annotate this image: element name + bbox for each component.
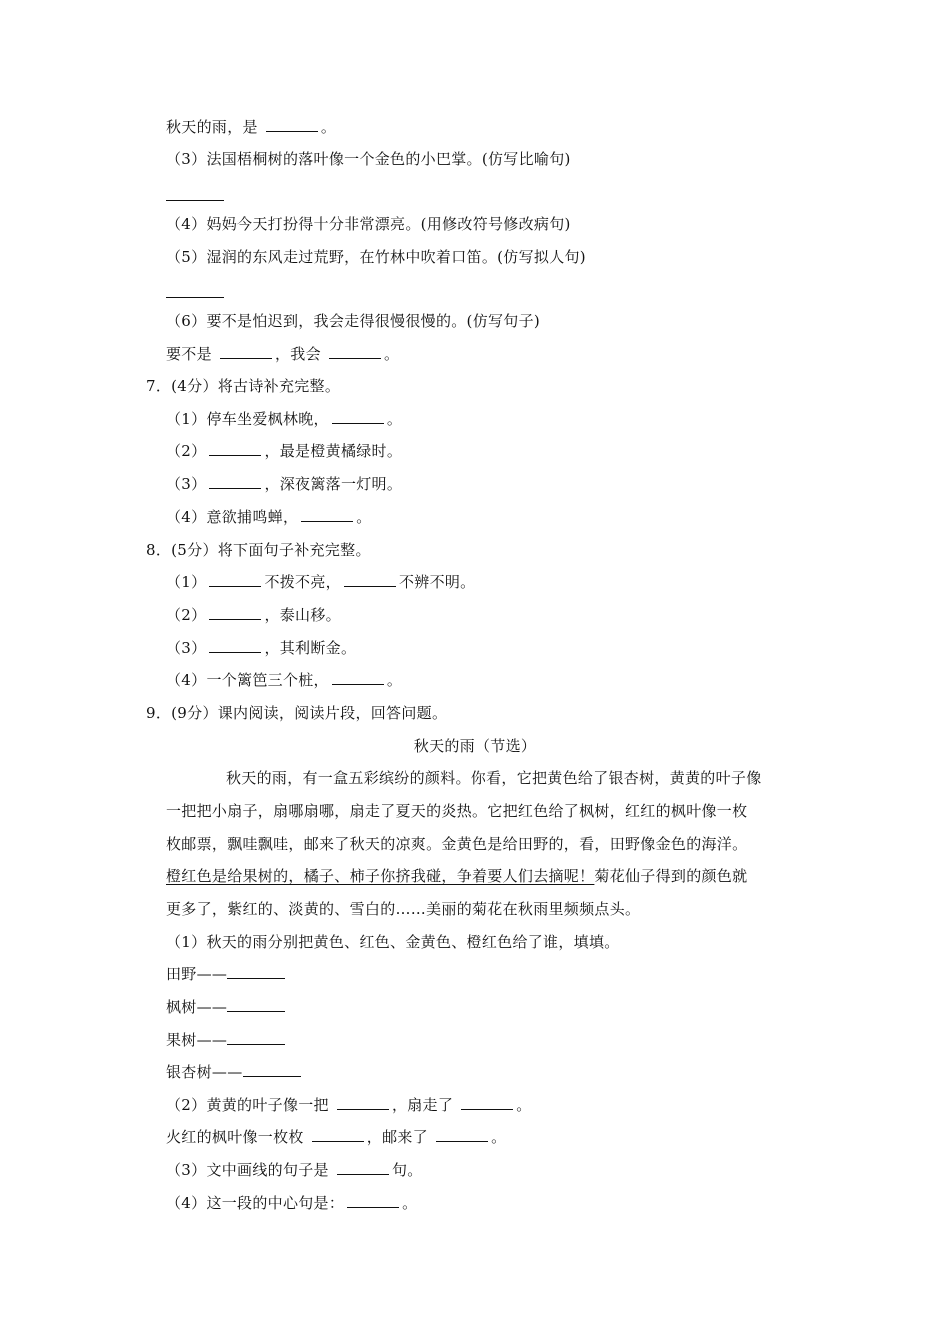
reading-question-2: （2）黄黄的叶子像一把 ，扇走了 。 (166, 1096, 532, 1114)
passage-line: 一把把小扇子，扇哪扇哪，扇走了夏天的炎热。它把红色给了枫树，红红的枫叶像一枚 (166, 802, 748, 820)
underlined-sentence: 橙红色是给果树的，橘子、柿子你挤我碰，争着要人们去摘呢！ (166, 867, 595, 885)
reading-question-3: （3）文中画线的句子是 句。 (166, 1161, 423, 1179)
reading-question-1: （1）秋天的雨分别把黄色、红色、金黄色、橙红色给了谁，填填。 (166, 933, 620, 951)
fill-row-maple: 枫树—— (166, 997, 285, 1017)
blank[interactable] (337, 1160, 389, 1175)
fill-row-ginkgo: 银杏树—— (166, 1062, 301, 1082)
reading-question-4: （4）这一段的中心句是： 。 (166, 1194, 418, 1212)
passage-line: 秋天的雨，有一盒五彩缤纷的颜料。你看，它把黄色给了银杏树，黄黄的叶子像 (226, 769, 762, 787)
blank[interactable] (347, 1193, 399, 1208)
passage-line: 枚邮票，飘哇飘哇，邮来了秋天的凉爽。金黄色是给田野的，看，田野像金色的海洋。 (166, 835, 748, 853)
blank[interactable] (332, 409, 384, 424)
answer-line-6-6: 要不是 ，我会 。 (166, 345, 400, 363)
question-8-1: （1） 不拨不亮， 不辨不明。 (166, 573, 476, 591)
blank[interactable] (266, 117, 318, 132)
blank[interactable] (227, 997, 285, 1012)
blank[interactable] (220, 344, 272, 359)
question-7-3: （3） ，深夜篱落一灯明。 (166, 475, 403, 493)
blank[interactable] (209, 638, 261, 653)
blank[interactable] (436, 1127, 488, 1142)
blank[interactable] (301, 507, 353, 522)
passage-title: 秋天的雨（节选） (413, 737, 537, 755)
passage-line: 更多了，紫红的、淡黄的、雪白的……美丽的菊花在秋雨里频频点头。 (166, 900, 641, 918)
blank[interactable] (337, 1095, 389, 1110)
blank[interactable] (227, 964, 285, 979)
blank[interactable] (461, 1095, 513, 1110)
question-7-4: （4）意欲捕鸣蝉， 。 (166, 508, 372, 526)
answer-line-autumn-rain: 秋天的雨，是 。 (166, 118, 337, 136)
reading-question-2b: 火红的枫叶像一枚枚 ，邮来了 。 (166, 1128, 507, 1146)
blank[interactable] (209, 474, 261, 489)
section-7-heading: 7．(4分）将古诗补充完整。 (146, 377, 341, 395)
answer-line-6-3 (166, 186, 224, 206)
question-6-3: （3）法国梧桐树的落叶像一个金色的小巴掌。(仿写比喻句) (166, 150, 571, 168)
question-7-2: （2） ，最是橙黄橘绿时。 (166, 442, 403, 460)
blank[interactable] (329, 344, 381, 359)
question-8-4: （4）一个篱笆三个桩， 。 (166, 671, 403, 689)
blank[interactable] (312, 1127, 364, 1142)
blank[interactable] (243, 1062, 301, 1077)
question-6-5: （5）湿润的东风走过荒野，在竹林中吹着口笛。(仿写拟人句) (166, 248, 586, 266)
question-7-1: （1）停车坐爱枫林晚， 。 (166, 410, 403, 428)
question-6-6: （6）要不是怕迟到，我会走得很慢很慢的。(仿写句子) (166, 312, 541, 330)
question-8-3: （3） ，其利断金。 (166, 639, 357, 657)
question-8-2: （2） ，泰山移。 (166, 606, 341, 624)
blank[interactable] (227, 1030, 285, 1045)
question-6-4: （4）妈妈今天打扮得十分非常漂亮。(用修改符号修改病句) (166, 215, 571, 233)
section-9-heading: 9．(9分）课内阅读，阅读片段，回答问题。 (146, 704, 448, 722)
blank[interactable] (166, 283, 224, 298)
blank[interactable] (209, 441, 261, 456)
fill-row-field: 田野—— (166, 964, 285, 984)
blank[interactable] (344, 572, 396, 587)
answer-line-6-5 (166, 283, 224, 303)
blank[interactable] (166, 186, 224, 201)
section-8-heading: 8．(5分）将下面句子补充完整。 (146, 541, 371, 559)
passage-line: 橙红色是给果树的，橘子、柿子你挤我碰，争着要人们去摘呢！菊花仙子得到的颜色就 (166, 867, 748, 885)
blank[interactable] (209, 605, 261, 620)
blank[interactable] (209, 572, 261, 587)
fill-row-fruit-tree: 果树—— (166, 1030, 285, 1050)
blank[interactable] (332, 670, 384, 685)
